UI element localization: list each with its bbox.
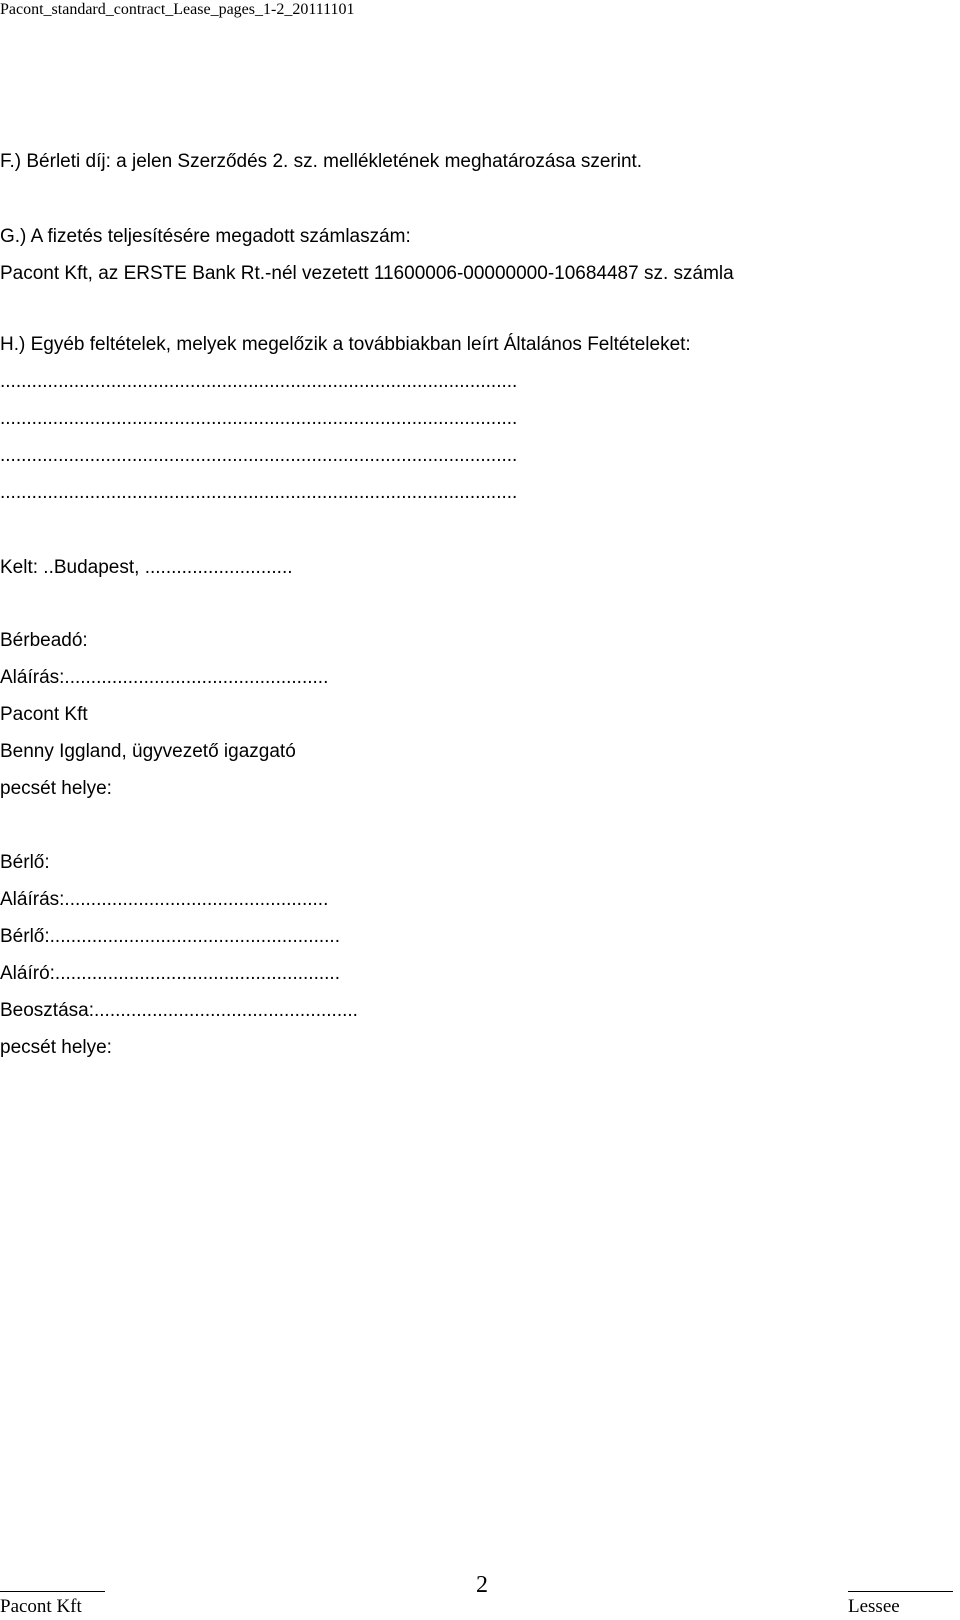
- lessor-company: Pacont Kft: [0, 704, 88, 725]
- footer-right-label: Lessee: [848, 1596, 900, 1617]
- lessee-signature-line: Aláírás:..................................................: [0, 889, 329, 910]
- footer-right-rule: [848, 1591, 953, 1592]
- lessee-position-line: Beosztása:..................................................: [0, 1000, 358, 1021]
- section-g-account-details: Pacont Kft, az ERSTE Bank Rt.-nél vezetett 11600006-00000000-10684487 sz. számla: [0, 263, 734, 284]
- footer-left-rule: [0, 1591, 105, 1592]
- dotted-line-2: ..................................................................................................: [0, 408, 518, 429]
- lessee-name-line: Bérlő:.......................................................: [0, 926, 340, 947]
- dotted-line-3: ..................................................................................................: [0, 445, 518, 466]
- document-header: Pacont_standard_contract_Lease_pages_1-2_20111101: [0, 1, 355, 18]
- lessor-signatory: Benny Iggland, ügyvezető igazgató: [0, 741, 296, 762]
- lessee-heading: Bérlő:: [0, 852, 50, 873]
- lessor-heading: Bérbeadó:: [0, 630, 88, 651]
- date-place-line: Kelt: ..Budapest, ............................: [0, 557, 293, 578]
- section-h-other-conditions: H.) Egyéb feltételek, melyek megelőzik a továbbiakban leírt Általános Feltételeket:: [0, 334, 691, 355]
- section-f-rent: F.) Bérleti díj: a jelen Szerződés 2. sz. mellékletének meghatározása szerint.: [0, 151, 643, 172]
- lessor-signature-line: Aláírás:..................................................: [0, 667, 329, 688]
- section-g-account-heading: G.) A fizetés teljesítésére megadott számlaszám:: [0, 226, 411, 247]
- lessee-stamp-place: pecsét helye:: [0, 1037, 112, 1058]
- dotted-line-1: ..................................................................................................: [0, 371, 518, 392]
- lessor-stamp-place: pecsét helye:: [0, 778, 112, 799]
- footer-left-label: Pacont Kft: [0, 1596, 82, 1617]
- page-number: 2: [476, 1572, 488, 1598]
- lessee-signatory-line: Aláíró:......................................................: [0, 963, 340, 984]
- dotted-line-4: ..................................................................................................: [0, 482, 518, 503]
